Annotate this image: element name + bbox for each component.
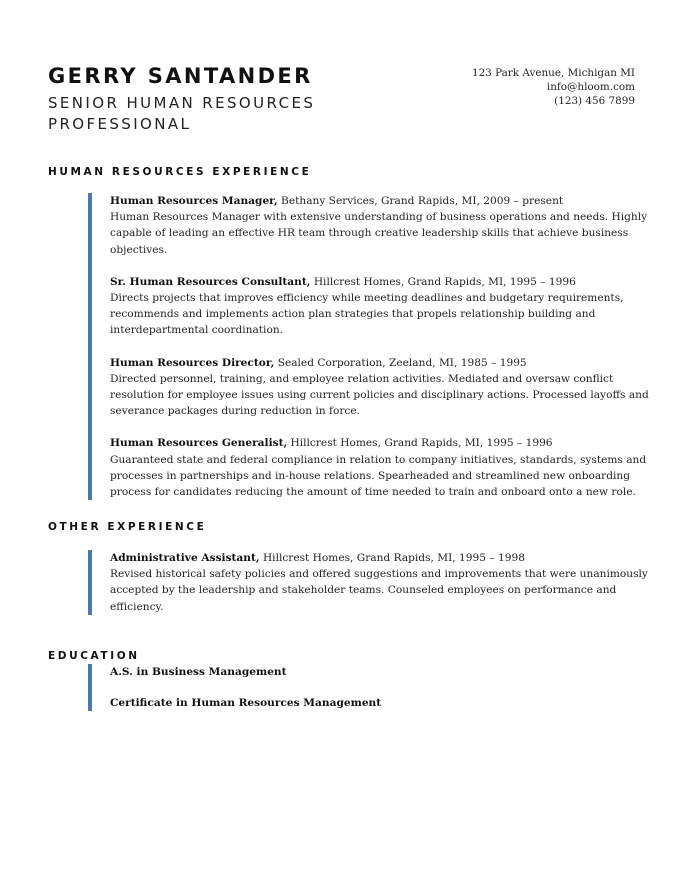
entry-role: Administrative Assistant, xyxy=(110,552,260,564)
experience-entry xyxy=(110,355,662,420)
entry-details: Hillcrest Homes, Grand Rapids, MI, 1995 – 1996 xyxy=(310,275,576,288)
education-block xyxy=(88,664,662,711)
other-experience-block xyxy=(88,550,662,615)
section-heading-education: EDUCATION xyxy=(48,650,140,662)
entry-details: Hillcrest Homes, Grand Rapids, MI, 1995 – 1998 xyxy=(259,552,525,564)
entry-details: Hillcrest Homes, Grand Rapids, MI, 1995 – 1996 xyxy=(287,437,553,450)
contact-email: info@hloom.com xyxy=(546,81,635,93)
candidate-name: GERRY SANTANDER xyxy=(48,64,313,88)
experience-entry xyxy=(110,435,662,500)
candidate-title: SENIOR HUMAN RESOURCES PROFESSIONAL xyxy=(48,94,316,133)
education-item: Certificate in Human Resources Management xyxy=(110,697,382,709)
entry-details: Bethany Services, Grand Rapids, MI, 2009 – present xyxy=(277,195,564,207)
entry-details: Sealed Corporation, Zeeland, MI, 1985 – 1995 xyxy=(274,356,527,369)
entry-description: Directed personnel, training, and employee relation activities. Mediated and oversaw conflict resolution for employee issues using current policies and disciplinary actions. Processed layoffs and severance packages during reduction in force. xyxy=(110,372,649,418)
entry-description: Revised historical safety policies and offered suggestions and improvements that were unanimously accepted by the leadership and stakeholder teams. Counseled employees on performance and efficiency. xyxy=(110,568,648,613)
experience-entry xyxy=(110,550,662,615)
section-heading-hr-experience: HUMAN RESOURCES EXPERIENCE xyxy=(48,166,312,178)
entry-role: Human Resources Director, xyxy=(110,356,275,369)
contact-address: 123 Park Avenue, Michigan MI xyxy=(471,67,635,79)
entry-role: Sr. Human Resources Consultant, xyxy=(110,275,311,288)
hr-experience-block xyxy=(88,193,662,500)
section-heading-other-experience: OTHER EXPERIENCE xyxy=(48,521,207,533)
entry-description: Directs projects that improves efficiency while meeting deadlines and budgetary requirements, recommends and implements action plan strategies that propels relationship building and interdepartmental coordination. xyxy=(110,292,624,337)
experience-entry xyxy=(110,274,662,339)
contact-phone: (123) 456 7899 xyxy=(554,95,635,107)
contact-info xyxy=(472,66,635,108)
entry-description: Human Resources Manager with extensive understanding of business operations and needs. Highly capable of leading an effective HR team through creative leadership skills that achieve business objectives. xyxy=(110,211,648,256)
entry-role: Human Resources Manager, xyxy=(110,195,278,207)
education-item: A.S. in Business Management xyxy=(110,666,287,678)
experience-entry xyxy=(110,193,662,258)
entry-role: Human Resources Generalist, xyxy=(110,437,288,450)
entry-description: Guaranteed state and federal compliance in relation to company initiatives, standards, systems and processes in partnerships and in-house relations. Spearheaded and streamlined new onboarding process for candidates reducing the amount of time needed to train and onboard onto a new role. xyxy=(110,453,647,499)
